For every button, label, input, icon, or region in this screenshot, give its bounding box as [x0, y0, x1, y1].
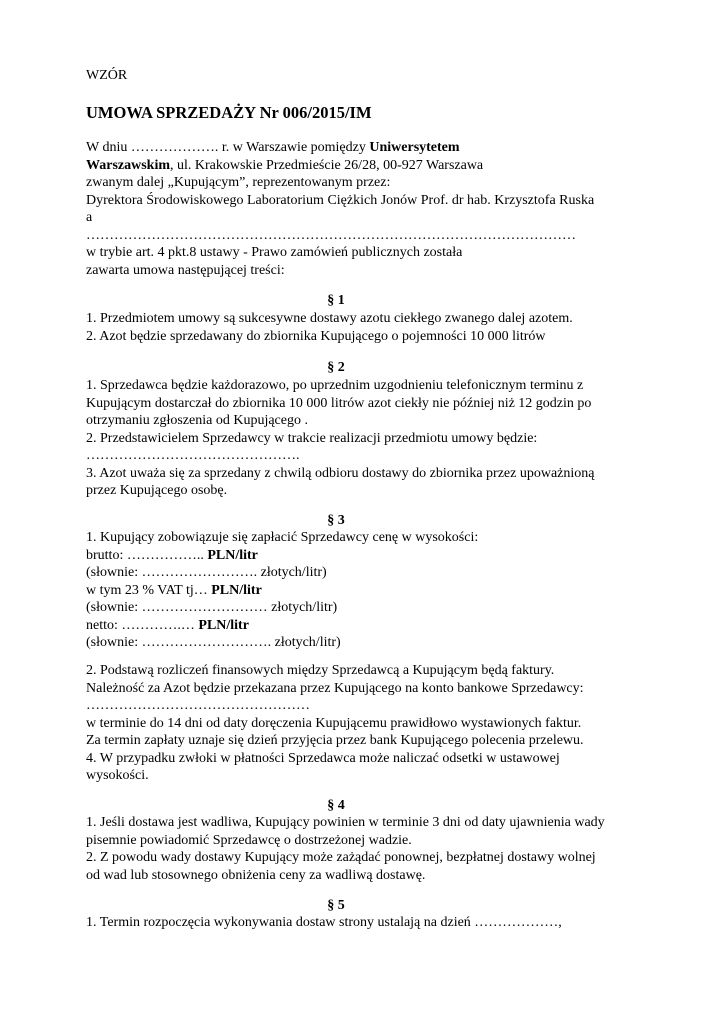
- price-vat: w tym 23 % VAT tj… PLN/litr: [86, 582, 262, 598]
- section-1-heading: § 1: [327, 293, 345, 308]
- intro-line: a: [86, 210, 93, 225]
- university-name-part1: Uniwersytetem: [369, 140, 460, 155]
- price-netto: netto: ………….… PLN/litr: [86, 617, 249, 633]
- price-brutto: brutto: …………….. PLN/litr: [86, 547, 258, 563]
- intro-line: zawarta umowa następującej treści:: [86, 262, 285, 278]
- section-line: otrzymaniu zgłoszenia od Kupującego .: [86, 413, 308, 428]
- intro-line: W dniu ………………. r. w Warszawie pomiędzy Uniwersytetem: [86, 140, 460, 155]
- section-line: 3. Azot uważa się za sprzedany z chwilą odbioru dostawy do zbiornika przez upoważnioną: [86, 465, 595, 481]
- section-line: 4. W przypadku zwłoki w płatności Sprzedawca może naliczać odsetki w ustawowej: [86, 750, 560, 766]
- section-4-heading: § 4: [327, 798, 345, 813]
- section-line: w terminie do 14 dni od daty doręczenia Kupującemu prawidłowo wystawionych faktur.: [86, 715, 582, 731]
- intro-line: w trybie art. 4 pkt.8 ustawy - Prawo zamówień publicznych została: [86, 245, 463, 260]
- intro-line: zwanym dalej „Kupującym”, reprezentowanym przez:: [86, 175, 391, 190]
- section-3-price-list: [86, 529, 646, 652]
- section-line: Należność za Azot będzie przekazana przez Kupującego na konto bankowe Sprzedawcy:: [86, 680, 584, 696]
- section-line: Kupującym dostarczał do zbiornika 10 000 litrów azot ciekły nie później niż 12 godzin po: [86, 395, 592, 411]
- section-3-payment: [86, 662, 646, 785]
- wzor-label: [86, 67, 646, 85]
- title-text: UMOWA SPRZEDAŻY Nr 006/2015/IM: [86, 103, 372, 122]
- section-line: wysokości.: [86, 768, 149, 783]
- section-2-body: [86, 377, 646, 500]
- section-line: 1. Przedmiotem umowy są sukcesywne dostawy azotu ciekłego zwanego dalej azotem.: [86, 311, 573, 326]
- intro-dotted-line: ……………………………………………………………………………………………: [86, 227, 576, 243]
- university-name-part2: Warszawskim: [86, 157, 170, 173]
- section-line: pisemnie powiadomić Sprzedawcę o dostrzeżonej wadzie.: [86, 832, 412, 848]
- section-line: 1. Jeśli dostawa jest wadliwa, Kupujący powinien w terminie 3 dni od daty ujawnienia wady: [86, 815, 605, 830]
- section-4-body: [86, 814, 646, 884]
- section-line: od wad lub stosownego obniżenia ceny za wadliwą dostawę.: [86, 867, 426, 883]
- bank-account-dotted-line: …………………………………………: [86, 698, 310, 713]
- intro-line: Dyrektora Środowiskowego Laboratorium Ciężkich Jonów Prof. dr hab. Krzysztofa Ruska: [86, 192, 595, 208]
- intro-line: Warszawskim, ul. Krakowskie Przedmieście 26/28, 00-927 Warszawa: [86, 157, 484, 173]
- section-line: przez Kupującego osobę.: [86, 483, 228, 498]
- intro-paragraph: [86, 139, 646, 279]
- section-3-heading: § 3: [327, 513, 345, 528]
- section-line: 1. Termin rozpoczęcia wykonywania dostaw strony ustalają na dzień ………………,: [86, 915, 562, 930]
- section-line: 2. Z powodu wady dostawy Kupujący może zażądać ponownej, bezpłatnej dostawy wolnej: [86, 850, 596, 865]
- price-words: (słownie: ……………………… złotych/litr): [86, 600, 338, 615]
- wzor-text: WZÓR: [86, 68, 128, 83]
- price-words: (słownie: ………………………. złotych/litr): [86, 635, 341, 650]
- section-line: 1. Kupujący zobowiązuje się zapłacić Sprzedawcy cenę w wysokości:: [86, 530, 479, 545]
- section-line: 1. Sprzedawca będzie każdorazowo, po uprzednim uzgodnieniu telefonicznym terminu z: [86, 378, 584, 393]
- price-words: (słownie: ……………………. złotych/litr): [86, 565, 327, 580]
- section-2-heading: § 2: [327, 360, 345, 375]
- section-1-body: [86, 310, 646, 345]
- section-line: Za termin zapłaty uznaje się dzień przyjęcia przez bank Kupującego polecenia przelewu.: [86, 733, 584, 748]
- section-line: 2. Przedstawicielem Sprzedawcy w trakcie realizacji przedmiotu umowy będzie:: [86, 430, 538, 446]
- section-5-heading: § 5: [327, 898, 345, 913]
- document-title: [86, 103, 646, 123]
- section-line: 2. Podstawą rozliczeń finansowych między Sprzedawcą a Kupującym będą faktury.: [86, 663, 555, 678]
- section-line: 2. Azot będzie sprzedawany do zbiornika Kupującego o pojemności 10 000 litrów: [86, 328, 546, 344]
- representative-dotted-line: ……………………………………….: [86, 448, 300, 463]
- section-5-body: [86, 914, 646, 932]
